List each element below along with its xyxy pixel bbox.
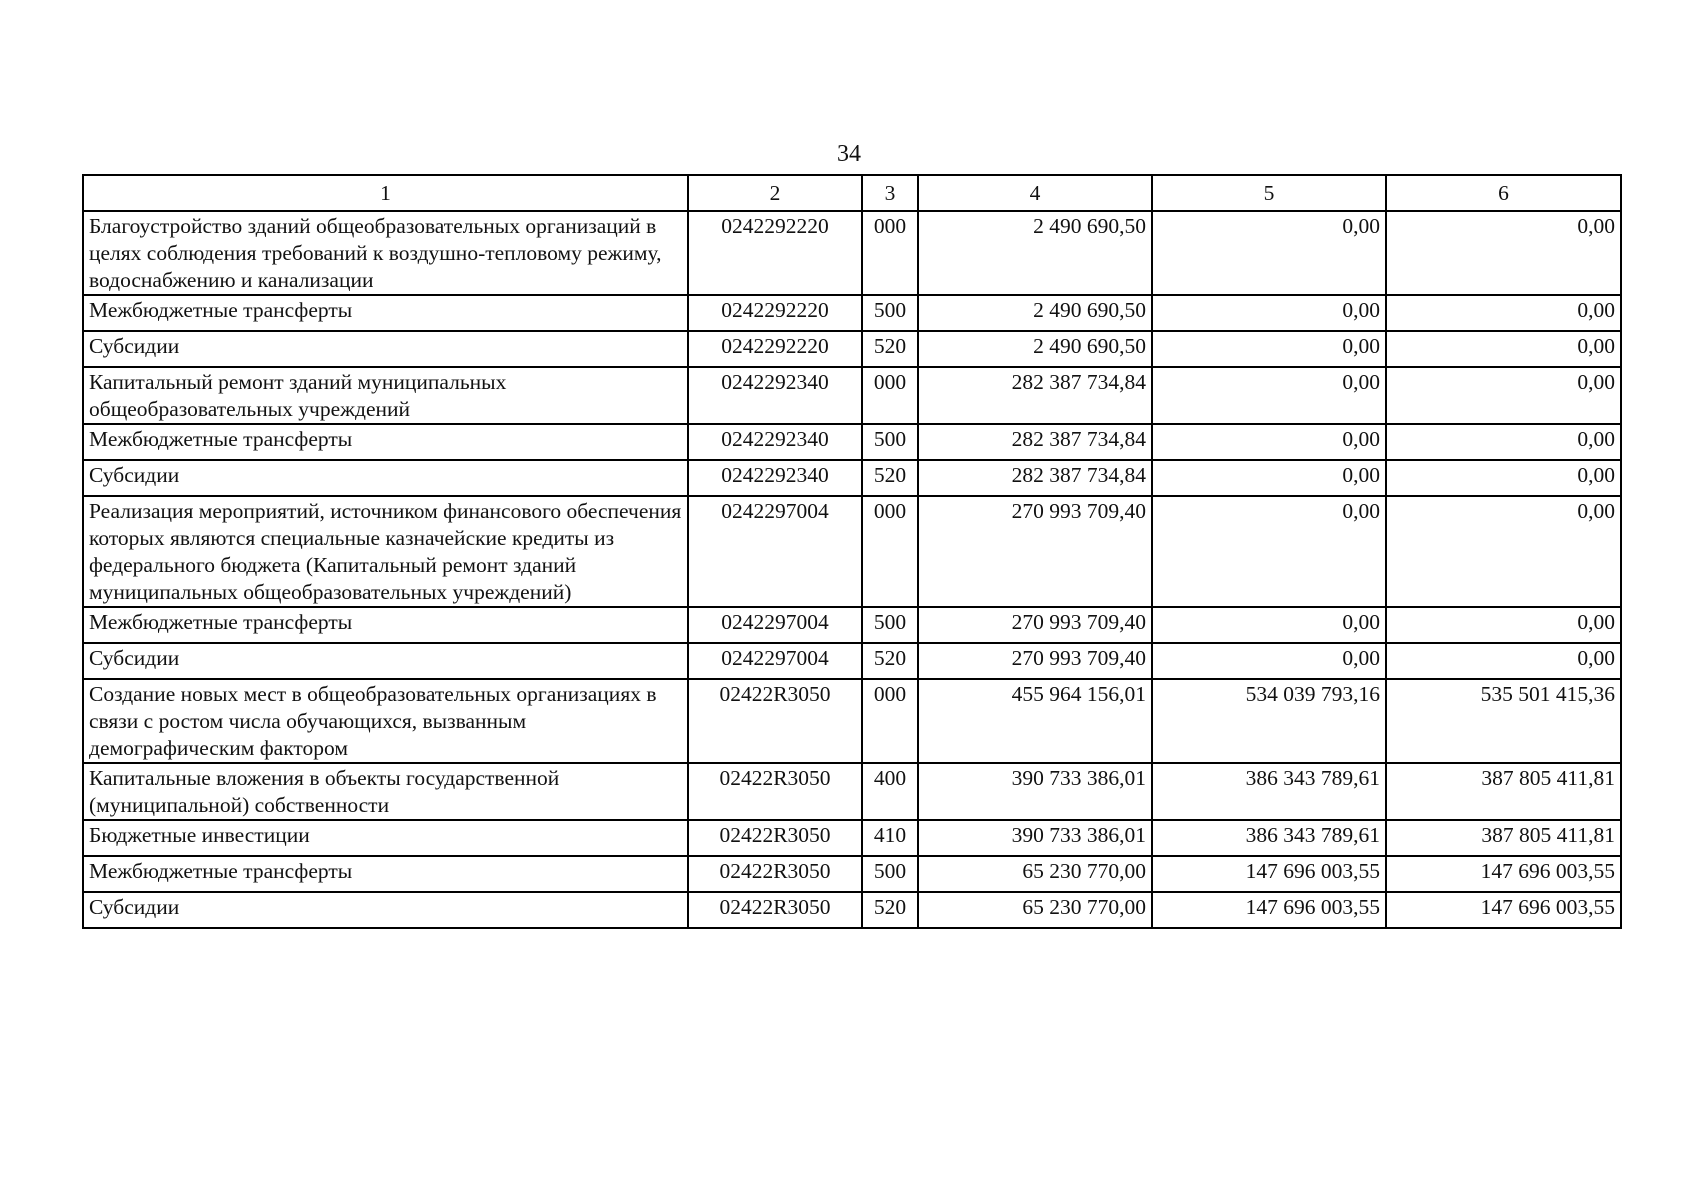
amount-col-6: 387 805 411,81 [1386, 820, 1621, 856]
amount-col-4: 270 993 709,40 [918, 643, 1152, 679]
target-code: 02422R3050 [688, 892, 862, 928]
table-row [83, 892, 1621, 928]
target-code: 0242292220 [688, 295, 862, 331]
amount-col-5: 534 039 793,16 [1152, 679, 1386, 763]
amount-col-5: 386 343 789,61 [1152, 820, 1386, 856]
table-row [83, 331, 1621, 367]
table-row [83, 607, 1621, 643]
amount-col-5: 0,00 [1152, 211, 1386, 295]
expense-type-code: 000 [862, 211, 918, 295]
amount-col-5: 0,00 [1152, 460, 1386, 496]
item-name: Капитальный ремонт зданий муниципальных общеобразовательных учреждений [83, 367, 688, 424]
target-code: 02422R3050 [688, 820, 862, 856]
amount-col-6: 0,00 [1386, 496, 1621, 607]
item-name: Реализация мероприятий, источником финансового обеспечения которых являются специальные казначейские кредиты из федерального бюджета (Капитальный ремонт зданий муниципальных общеобразовательных учреждений) [83, 496, 688, 607]
table-row [83, 211, 1621, 295]
table-row [83, 820, 1621, 856]
expense-type-code: 500 [862, 607, 918, 643]
amount-col-6: 0,00 [1386, 211, 1621, 295]
amount-col-4: 390 733 386,01 [918, 763, 1152, 820]
target-code: 0242297004 [688, 607, 862, 643]
expense-type-code: 520 [862, 331, 918, 367]
table-row [83, 460, 1621, 496]
amount-col-5: 0,00 [1152, 331, 1386, 367]
amount-col-6: 0,00 [1386, 643, 1621, 679]
item-name: Межбюджетные трансферты [83, 607, 688, 643]
amount-col-5: 0,00 [1152, 643, 1386, 679]
amount-col-4: 65 230 770,00 [918, 856, 1152, 892]
expense-type-code: 500 [862, 295, 918, 331]
item-name: Благоустройство зданий общеобразовательных организаций в целях соблюдения требований к воздушно-тепловому режиму, водоснабжению и канализации [83, 211, 688, 295]
amount-col-6: 0,00 [1386, 607, 1621, 643]
amount-col-4: 270 993 709,40 [918, 607, 1152, 643]
item-name: Субсидии [83, 331, 688, 367]
amount-col-5: 386 343 789,61 [1152, 763, 1386, 820]
amount-col-4: 282 387 734,84 [918, 424, 1152, 460]
item-name: Субсидии [83, 892, 688, 928]
amount-col-6: 0,00 [1386, 295, 1621, 331]
amount-col-4: 455 964 156,01 [918, 679, 1152, 763]
amount-col-6: 0,00 [1386, 460, 1621, 496]
amount-col-4: 270 993 709,40 [918, 496, 1152, 607]
column-header: 6 [1386, 175, 1621, 211]
column-header: 3 [862, 175, 918, 211]
amount-col-6: 147 696 003,55 [1386, 892, 1621, 928]
table-row [83, 643, 1621, 679]
item-name: Создание новых мест в общеобразовательных организациях в связи с ростом числа обучающихся, вызванным демографическим фактором [83, 679, 688, 763]
table-row [83, 424, 1621, 460]
column-header: 1 [83, 175, 688, 211]
expense-type-code: 000 [862, 679, 918, 763]
table-row [83, 367, 1621, 424]
table-row [83, 763, 1621, 820]
amount-col-6: 0,00 [1386, 367, 1621, 424]
amount-col-5: 0,00 [1152, 496, 1386, 607]
expense-type-code: 520 [862, 892, 918, 928]
amount-col-4: 282 387 734,84 [918, 460, 1152, 496]
target-code: 0242292340 [688, 424, 862, 460]
item-name: Межбюджетные трансферты [83, 295, 688, 331]
budget-table [82, 174, 1622, 929]
amount-col-4: 282 387 734,84 [918, 367, 1152, 424]
expense-type-code: 000 [862, 496, 918, 607]
target-code: 0242297004 [688, 643, 862, 679]
expense-type-code: 500 [862, 424, 918, 460]
amount-col-5: 0,00 [1152, 424, 1386, 460]
item-name: Межбюджетные трансферты [83, 424, 688, 460]
amount-col-6: 147 696 003,55 [1386, 856, 1621, 892]
amount-col-5: 147 696 003,55 [1152, 856, 1386, 892]
amount-col-6: 387 805 411,81 [1386, 763, 1621, 820]
amount-col-4: 2 490 690,50 [918, 295, 1152, 331]
expense-type-code: 500 [862, 856, 918, 892]
target-code: 0242292340 [688, 367, 862, 424]
column-header: 2 [688, 175, 862, 211]
target-code: 02422R3050 [688, 856, 862, 892]
expense-type-code: 410 [862, 820, 918, 856]
target-code: 0242292340 [688, 460, 862, 496]
target-code: 0242297004 [688, 496, 862, 607]
amount-col-5: 0,00 [1152, 607, 1386, 643]
expense-type-code: 000 [862, 367, 918, 424]
table-body [83, 211, 1621, 928]
page-number: 34 [837, 141, 861, 167]
item-name: Бюджетные инвестиции [83, 820, 688, 856]
header-row [83, 175, 1621, 211]
amount-col-4: 390 733 386,01 [918, 820, 1152, 856]
amount-col-5: 0,00 [1152, 367, 1386, 424]
table-row [83, 679, 1621, 763]
amount-col-6: 0,00 [1386, 331, 1621, 367]
column-header: 4 [918, 175, 1152, 211]
column-header: 5 [1152, 175, 1386, 211]
amount-col-4: 2 490 690,50 [918, 331, 1152, 367]
item-name: Субсидии [83, 643, 688, 679]
table-row [83, 295, 1621, 331]
amount-col-6: 0,00 [1386, 424, 1621, 460]
item-name: Субсидии [83, 460, 688, 496]
target-code: 0242292220 [688, 211, 862, 295]
target-code: 02422R3050 [688, 763, 862, 820]
expense-type-code: 520 [862, 460, 918, 496]
target-code: 02422R3050 [688, 679, 862, 763]
amount-col-4: 2 490 690,50 [918, 211, 1152, 295]
table-row [83, 496, 1621, 607]
expense-type-code: 520 [862, 643, 918, 679]
amount-col-6: 535 501 415,36 [1386, 679, 1621, 763]
item-name: Капитальные вложения в объекты государственной (муниципальной) собственности [83, 763, 688, 820]
amount-col-5: 0,00 [1152, 295, 1386, 331]
amount-col-5: 147 696 003,55 [1152, 892, 1386, 928]
table-row [83, 856, 1621, 892]
expense-type-code: 400 [862, 763, 918, 820]
target-code: 0242292220 [688, 331, 862, 367]
item-name: Межбюджетные трансферты [83, 856, 688, 892]
amount-col-4: 65 230 770,00 [918, 892, 1152, 928]
